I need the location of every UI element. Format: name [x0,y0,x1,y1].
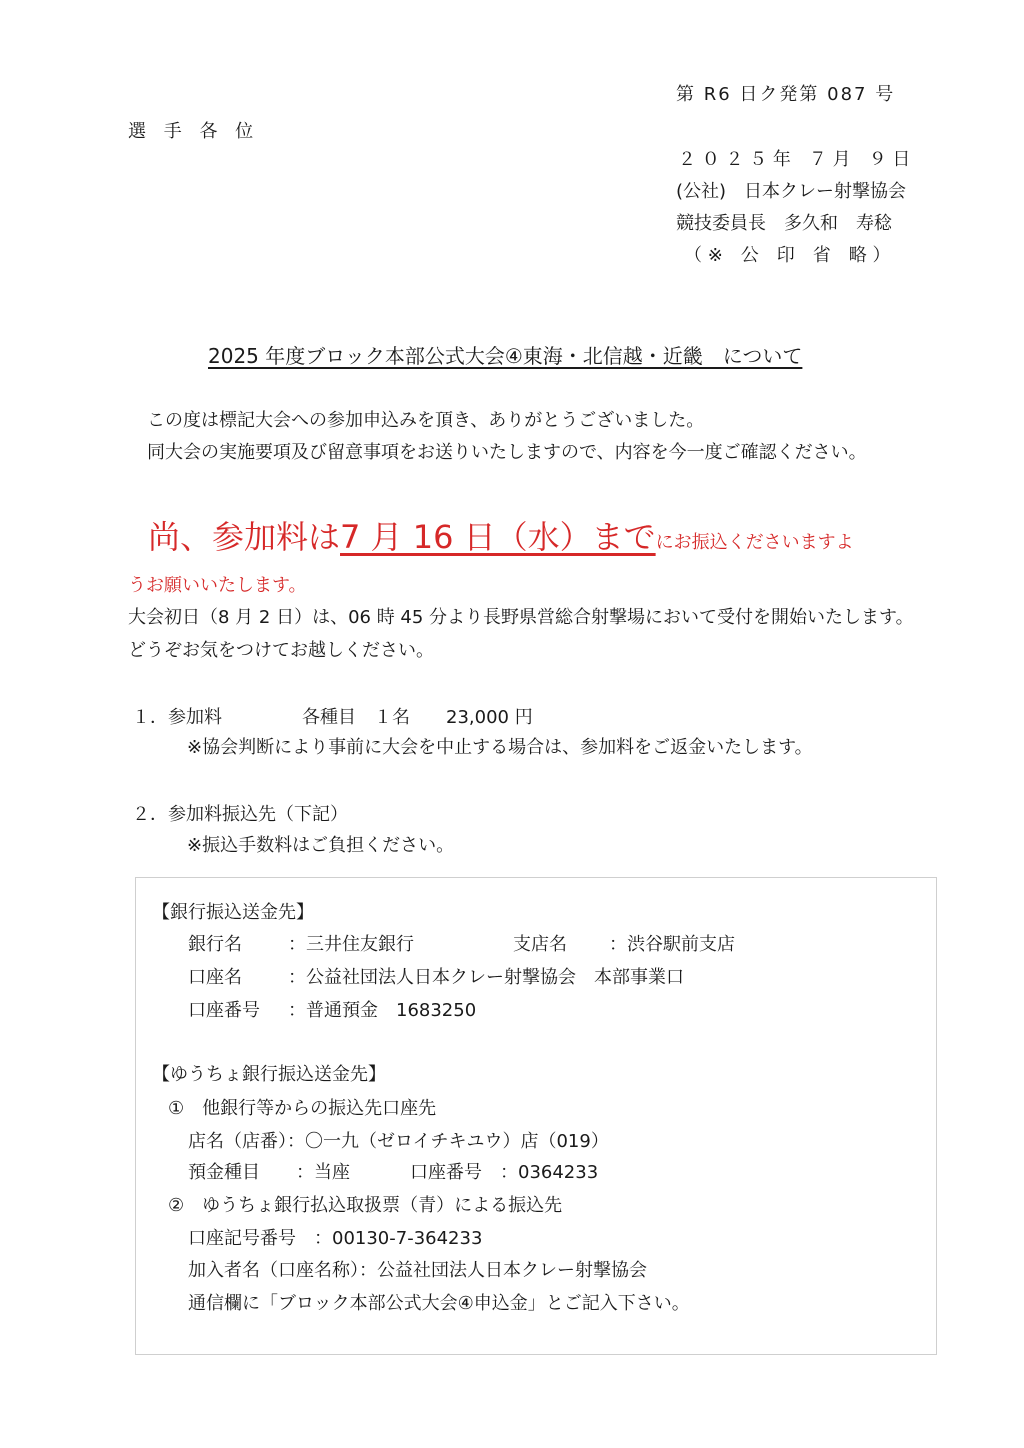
yucho-transfer-heading: 【ゆうちょ銀行振込送金先】 [152,1064,386,1085]
section-1-label: 参加料 [168,707,222,728]
bank-name-value: ：三井住友銀行 [288,934,414,955]
yucho-memo-instruction: 通信欄に「ブロック本部公式大会④申込金」とご記入下さい。 [188,1293,690,1314]
issuing-organization: (公社) 日本クレー射撃協会 [676,181,907,202]
intro-line-2: 同大会の実施要項及び留意事項をお送りいたしますので、内容を今一度ご確認ください。 [147,442,867,463]
section-1-number: １． [132,707,168,728]
yucho-store-name: 店名（店番）：〇一九（ゼロイチキユウ）店（019） [188,1131,609,1152]
issue-date: ２ ０ ２ ５ 年 ７ 月 ９ 日 [678,149,911,170]
section-1-fee-detail: 各種目 １名 23,000 円 [302,707,533,728]
recipient: 選 手 各 位 [128,121,260,142]
payment-deadline-notice [148,512,854,558]
yucho-item-2-title: ② ゆうちょ銀行払込取扱票（青）による振込先 [168,1195,563,1216]
yucho-item-1-title: ① 他銀行等からの振込先口座先 [168,1098,437,1119]
notice-prefix: 尚、参加料は [148,518,341,556]
bank-name-label: 銀行名 [188,934,242,955]
branch-name-label: 支店名 [513,934,567,955]
yucho-account-number: 口座番号 ：0364233 [410,1162,599,1183]
intro-line-1: この度は標記大会への参加申込みを頂き、ありがとうございました。 [147,410,705,431]
notice-continuation: うお願いいたします。 [128,575,307,596]
document-title: 2025 年度ブロック本部公式大会④東海・北信越・近畿 について [208,344,803,368]
section-2-number: ２． [132,804,168,825]
notice-suffix: にお振込くださいますよ [655,532,854,553]
account-name-value: ：公益社団法人日本クレー射撃協会 本部事業口 [288,967,684,988]
account-number-label: 口座番号 [188,1000,260,1021]
branch-name-value: ：渋谷駅前支店 [609,934,735,955]
section-1-refund-note: ※協会判断により事前に大会を中止する場合は、参加料をご返金いたします。 [187,737,813,758]
section-2-label: 参加料振込先（下記） [168,804,348,825]
yucho-deposit-type: 預金種目 ：当座 [188,1162,350,1183]
bank-transfer-heading: 【銀行振込送金先】 [152,902,314,923]
account-name-label: 口座名 [188,967,242,988]
section-2-fee-note: ※振込手数料はご負担ください。 [187,835,455,856]
document-number: 第 R6 日ク発第 087 号 [676,84,896,105]
account-number-value: ：普通預金 1683250 [288,1000,477,1021]
reception-line-1: 大会初日（8 月 2 日）は、06 時 45 分より長野県営総合射撃場において受付を開始いたします。 [128,607,914,628]
yucho-subscriber-name: 加入者名（口座名称）：公益社団法人日本クレー射撃協会 [188,1260,647,1281]
sender-name: 競技委員長 多久和 寿稔 [676,213,892,234]
notice-deadline: 7 月 16 日（水）まで [340,518,656,556]
reception-line-2: どうぞお気をつけてお越しください。 [128,640,434,661]
seal-omitted-note: （ ※ 公 印 省 略 ） [684,245,891,266]
yucho-account-code: 口座記号番号 ：00130-7-364233 [188,1228,483,1249]
